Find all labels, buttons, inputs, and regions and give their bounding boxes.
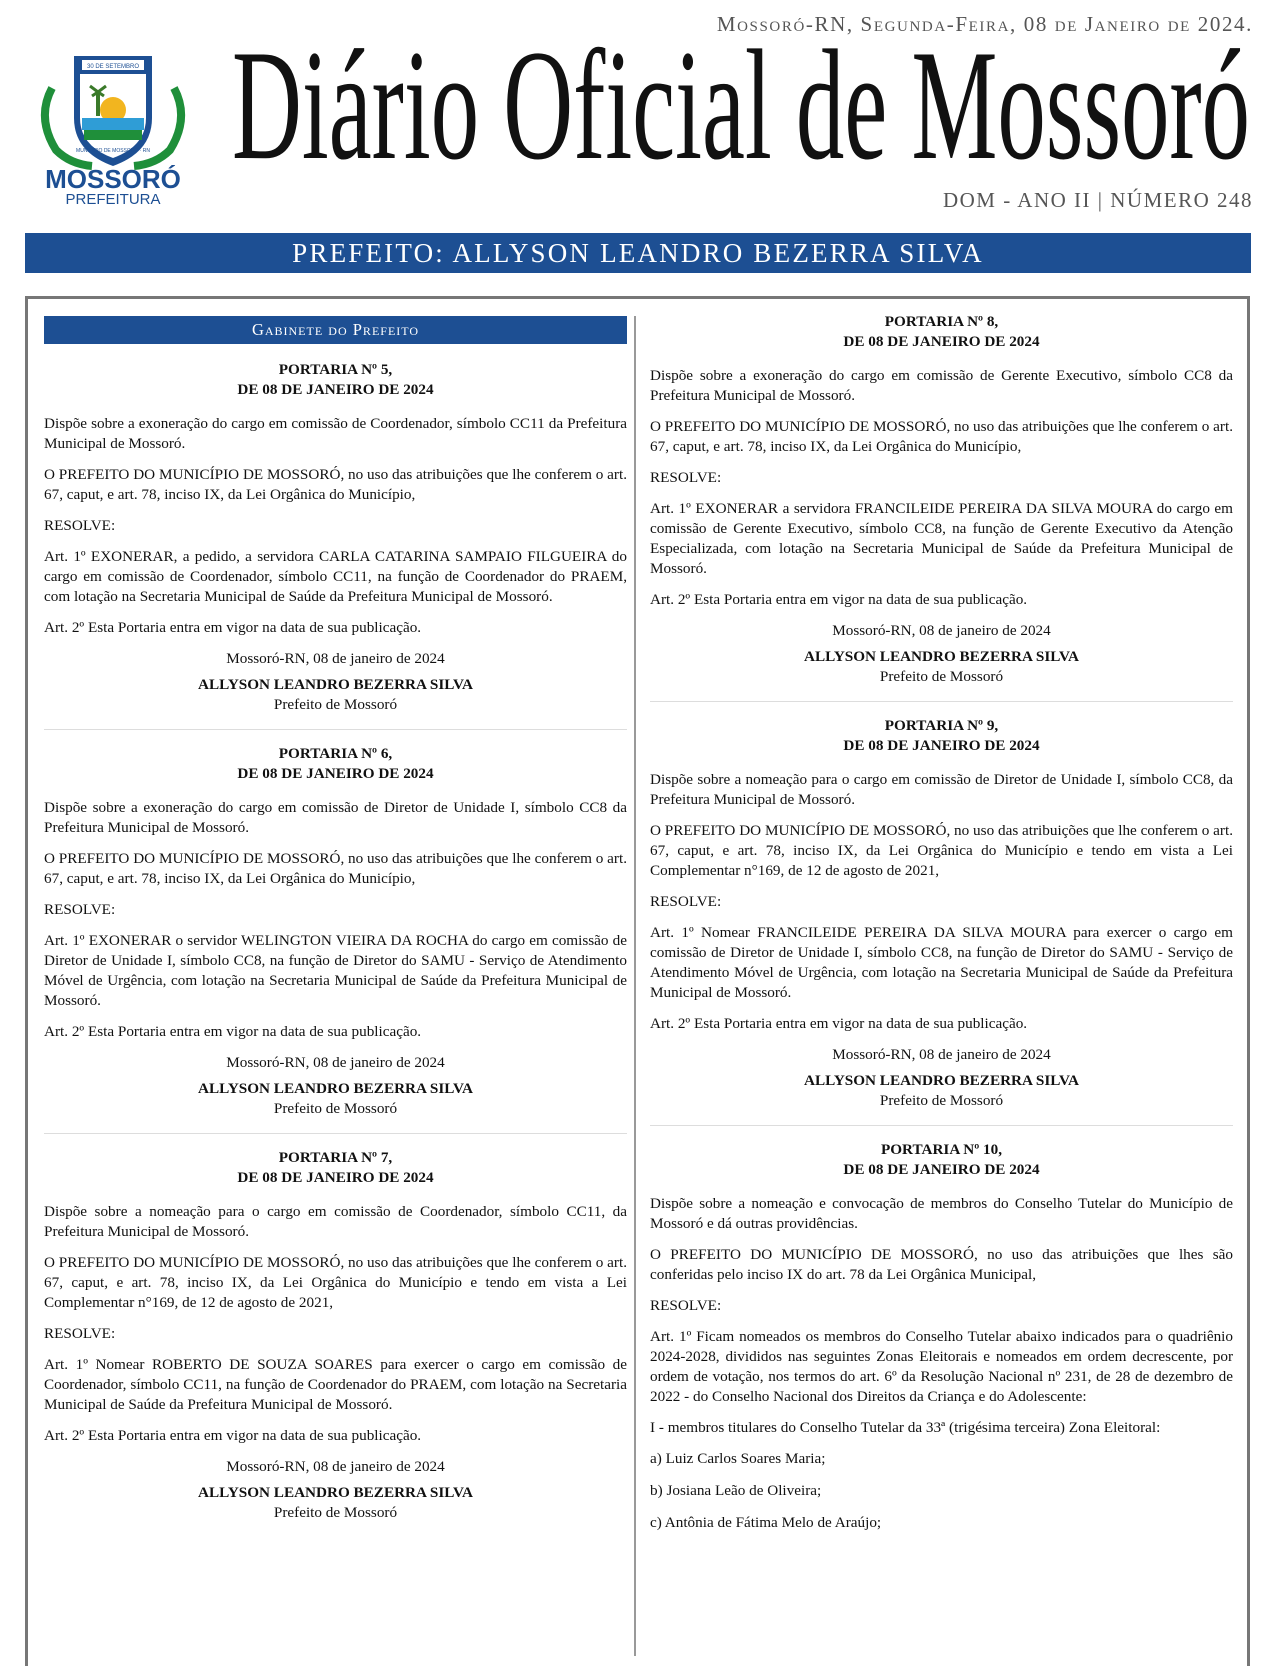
dateline: Mossoró-RN, Segunda-Feira, 08 de Janeiro de 2024. <box>716 12 1253 36</box>
portaria-title <box>44 744 627 784</box>
article-1: Art. 1º Ficam nomeados os membros do Conselho Tutelar abaixo indicados para o quadriênio 2024-2028, divididos nas seguintes Zonas Eleitorais e nomeados em ordem decrescente, por ordem de votação, nos termos do art. 6º da Resolução Nacional nº 231, de 28 de dezembro de 2022 - do Conselho Nacional dos Direitos da Criança e do Adolescente: <box>650 1328 1233 1405</box>
portaria-date: DE 08 DE JANEIRO DE 2024 <box>843 1161 1040 1178</box>
article-2: Art. 2º Esta Portaria entra em vigor na data de sua publicação. <box>44 1427 422 1444</box>
signer-role: Prefeito de Mossoró <box>879 1092 1004 1109</box>
resolve: RESOLVE: <box>650 1297 722 1314</box>
portaria-9 <box>650 716 1233 1126</box>
resolve: RESOLVE: <box>650 893 722 910</box>
ementa: Dispõe sobre a nomeação e convocação de membros do Conselho Tutelar do Município de Mossoró e dá outras providências. <box>650 1195 1233 1232</box>
portaria-number: PORTARIA Nº 5, <box>278 361 393 378</box>
list-item: b) Josiana Leão de Oliveira; <box>650 1482 822 1499</box>
signer-role: Prefeito de Mossoró <box>879 668 1004 685</box>
list-item: c) Antônia de Fátima Melo de Araújo; <box>650 1514 882 1531</box>
logo-sub: PREFEITURA <box>65 191 161 206</box>
column-divider <box>634 316 636 1656</box>
ementa: Dispõe sobre a exoneração do cargo em comissão de Diretor de Unidade I, símbolo CC8 da Prefeitura Municipal de Mossoró. <box>44 799 627 836</box>
left-column <box>44 316 627 1551</box>
article-1: Art. 1º Nomear ROBERTO DE SOUZA SOARES para exercer o cargo em comissão de Coordenador, símbolo CC11, na função de Coordenador do PRAEM, com lotação na Secretaria Municipal de Saúde da Prefeitura Municipal de Mossoró. <box>44 1356 627 1413</box>
ementa: Dispõe sobre a exoneração do cargo em comissão de Coordenador, símbolo CC11 da Prefeitura Municipal de Mossoró. <box>44 415 627 452</box>
portaria-date: DE 08 DE JANEIRO DE 2024 <box>843 333 1040 350</box>
portaria-title <box>650 1140 1233 1180</box>
ementa: Dispõe sobre a exoneração do cargo em comissão de Gerente Executivo, símbolo CC8 da Prefeitura Municipal de Mossoró. <box>650 367 1233 404</box>
place-date: Mossoró-RN, 08 de janeiro de 2024 <box>226 1458 445 1475</box>
portaria-number: PORTARIA Nº 6, <box>278 745 393 762</box>
signer-name: ALLYSON LEANDRO BEZERRA SILVA <box>803 648 1080 665</box>
list-item: a) Luiz Carlos Soares Maria; <box>650 1450 826 1467</box>
logo-banner-text: 30 DE SETEMBRO <box>86 64 140 70</box>
logo-ring-text: MUNICÍPIO DE MOSSORÓ · RN <box>76 148 150 154</box>
portaria-title <box>650 716 1233 756</box>
signer-name: ALLYSON LEANDRO BEZERRA SILVA <box>803 1072 1080 1089</box>
place-date: Mossoró-RN, 08 de janeiro de 2024 <box>226 1054 445 1071</box>
portaria-7 <box>44 1148 627 1537</box>
issue-number: DOM - ANO II | NÚMERO 248 <box>942 188 1253 212</box>
article-1: Art. 1º EXONERAR, a pedido, a servidora CARLA CATARINA SAMPAIO FILGUEIRA do cargo em comissão de Coordenador, símbolo CC11, na função de Coordenador do PRAEM, com lotação na Secretaria Municipal de Saúde da Prefeitura Municipal de Mossoró. <box>44 548 627 605</box>
preamble: O PREFEITO DO MUNICÍPIO DE MOSSORÓ, no uso das atribuições que lhe conferem o art. 67, caput, e art. 78, inciso IX, da Lei Orgânica do Município, <box>44 466 627 503</box>
article-2: Art. 2º Esta Portaria entra em vigor na data de sua publicação. <box>44 1023 422 1040</box>
signer-name: ALLYSON LEANDRO BEZERRA SILVA <box>197 1080 474 1097</box>
portaria-6 <box>44 744 627 1134</box>
article-2: Art. 2º Esta Portaria entra em vigor na data de sua publicação. <box>650 1015 1028 1032</box>
portaria-date: DE 08 DE JANEIRO DE 2024 <box>237 765 434 782</box>
article-1: Art. 1º EXONERAR a servidora FRANCILEIDE PEREIRA DA SILVA MOURA do cargo em comissão de Gerente Executivo, símbolo CC8, na função de Gerente Executivo da Atenção Especializada, com lotação na Secretaria Municipal de Saúde da Prefeitura Municipal de Mossoró. <box>650 500 1233 577</box>
resolve: RESOLVE: <box>44 1325 116 1342</box>
ementa: Dispõe sobre a nomeação para o cargo em comissão de Coordenador, símbolo CC11, da Prefeitura Municipal de Mossoró. <box>44 1203 627 1240</box>
place-date: Mossoró-RN, 08 de janeiro de 2024 <box>832 1046 1051 1063</box>
signer-role: Prefeito de Mossoró <box>273 696 398 713</box>
place-date: Mossoró-RN, 08 de janeiro de 2024 <box>832 622 1051 639</box>
preamble: O PREFEITO DO MUNICÍPIO DE MOSSORÓ, no uso das atribuições que lhe conferem o art. 67, caput, e art. 78, inciso IX, da Lei Orgânica do Município e tendo em vista a Lei Complementar n°169, de 12 de agosto de 2021, <box>650 822 1233 879</box>
resolve: RESOLVE: <box>44 901 116 918</box>
portaria-10 <box>650 1140 1233 1559</box>
portaria-8 <box>650 312 1233 702</box>
masthead-title: Diário Oficial de Mossoró <box>232 30 1250 180</box>
resolve: RESOLVE: <box>44 517 116 534</box>
section-header: Gabinete do Prefeito <box>44 316 627 344</box>
portaria-number: PORTARIA Nº 8, <box>884 313 999 330</box>
preamble: O PREFEITO DO MUNICÍPIO DE MOSSORÓ, no uso das atribuições que lhe conferem o art. 67, caput, e art. 78, inciso IX, da Lei Orgânica do Município, <box>650 418 1233 455</box>
portaria-number: PORTARIA Nº 9, <box>884 717 999 734</box>
portaria-number: PORTARIA Nº 7, <box>278 1149 393 1166</box>
article-2: Art. 2º Esta Portaria entra em vigor na data de sua publicação. <box>44 619 422 636</box>
signer-name: ALLYSON LEANDRO BEZERRA SILVA <box>197 676 474 693</box>
place-date: Mossoró-RN, 08 de janeiro de 2024 <box>226 650 445 667</box>
portaria-title <box>650 312 1233 352</box>
portaria-5 <box>44 360 627 730</box>
portaria-date: DE 08 DE JANEIRO DE 2024 <box>843 737 1040 754</box>
ementa: Dispõe sobre a nomeação para o cargo em comissão de Diretor de Unidade I, símbolo CC8, da Prefeitura Municipal de Mossoró. <box>650 771 1233 808</box>
signer-role: Prefeito de Mossoró <box>273 1504 398 1521</box>
preamble: O PREFEITO DO MUNICÍPIO DE MOSSORÓ, no uso das atribuições que lhe conferem o art. 67, caput, e art. 78, inciso IX, da Lei Orgânica do Município e tendo em vista a Lei Complementar n°169, de 12 de agosto de 2021, <box>44 1254 627 1311</box>
article-1: Art. 1º Nomear FRANCILEIDE PEREIRA DA SILVA MOURA para exercer o cargo em comissão de Diretor de Unidade I, símbolo CC8, na função de Diretor do SAMU - Serviço de Atendimento Móvel de Urgência, com lotação na Secretaria Municipal de Saúde da Prefeitura Municipal de Mossoró. <box>650 924 1233 1001</box>
list-heading: I - membros titulares do Conselho Tutelar da 33ª (trigésima terceira) Zona Eleitoral: <box>650 1419 1161 1436</box>
mayor-banner: PREFEITO: ALLYSON LEANDRO BEZERRA SILVA <box>25 233 1251 273</box>
portaria-title <box>44 360 627 400</box>
resolve: RESOLVE: <box>650 469 722 486</box>
signer-role: Prefeito de Mossoró <box>273 1100 398 1117</box>
portaria-date: DE 08 DE JANEIRO DE 2024 <box>237 381 434 398</box>
preamble: O PREFEITO DO MUNICÍPIO DE MOSSORÓ, no uso das atribuições que lhes são conferidas pelo inciso IX do art. 78 da Lei Orgânica Municipal, <box>650 1246 1233 1283</box>
logo-name: MOSSORÓ <box>45 164 181 194</box>
signer-name: ALLYSON LEANDRO BEZERRA SILVA <box>197 1484 474 1501</box>
portaria-date: DE 08 DE JANEIRO DE 2024 <box>237 1169 434 1186</box>
article-1: Art. 1º EXONERAR o servidor WELINGTON VIEIRA DA ROCHA do cargo em comissão de Diretor de Unidade I, símbolo CC8, na função de Diretor do SAMU - Serviço de Atendimento Móvel de Urgência, com lotação na Secretaria Municipal de Saúde da Prefeitura Municipal de Mossoró. <box>44 932 627 1009</box>
article-2: Art. 2º Esta Portaria entra em vigor na data de sua publicação. <box>650 591 1028 608</box>
portaria-title <box>44 1148 627 1188</box>
preamble: O PREFEITO DO MUNICÍPIO DE MOSSORÓ, no uso das atribuições que lhe conferem o art. 67, caput, e art. 78, inciso IX, da Lei Orgânica do Município, <box>44 850 627 887</box>
masthead-title-wrap <box>232 30 1256 180</box>
portaria-number: PORTARIA Nº 10, <box>880 1141 1003 1158</box>
right-column <box>650 312 1233 1573</box>
prefeitura-logo <box>22 48 204 206</box>
